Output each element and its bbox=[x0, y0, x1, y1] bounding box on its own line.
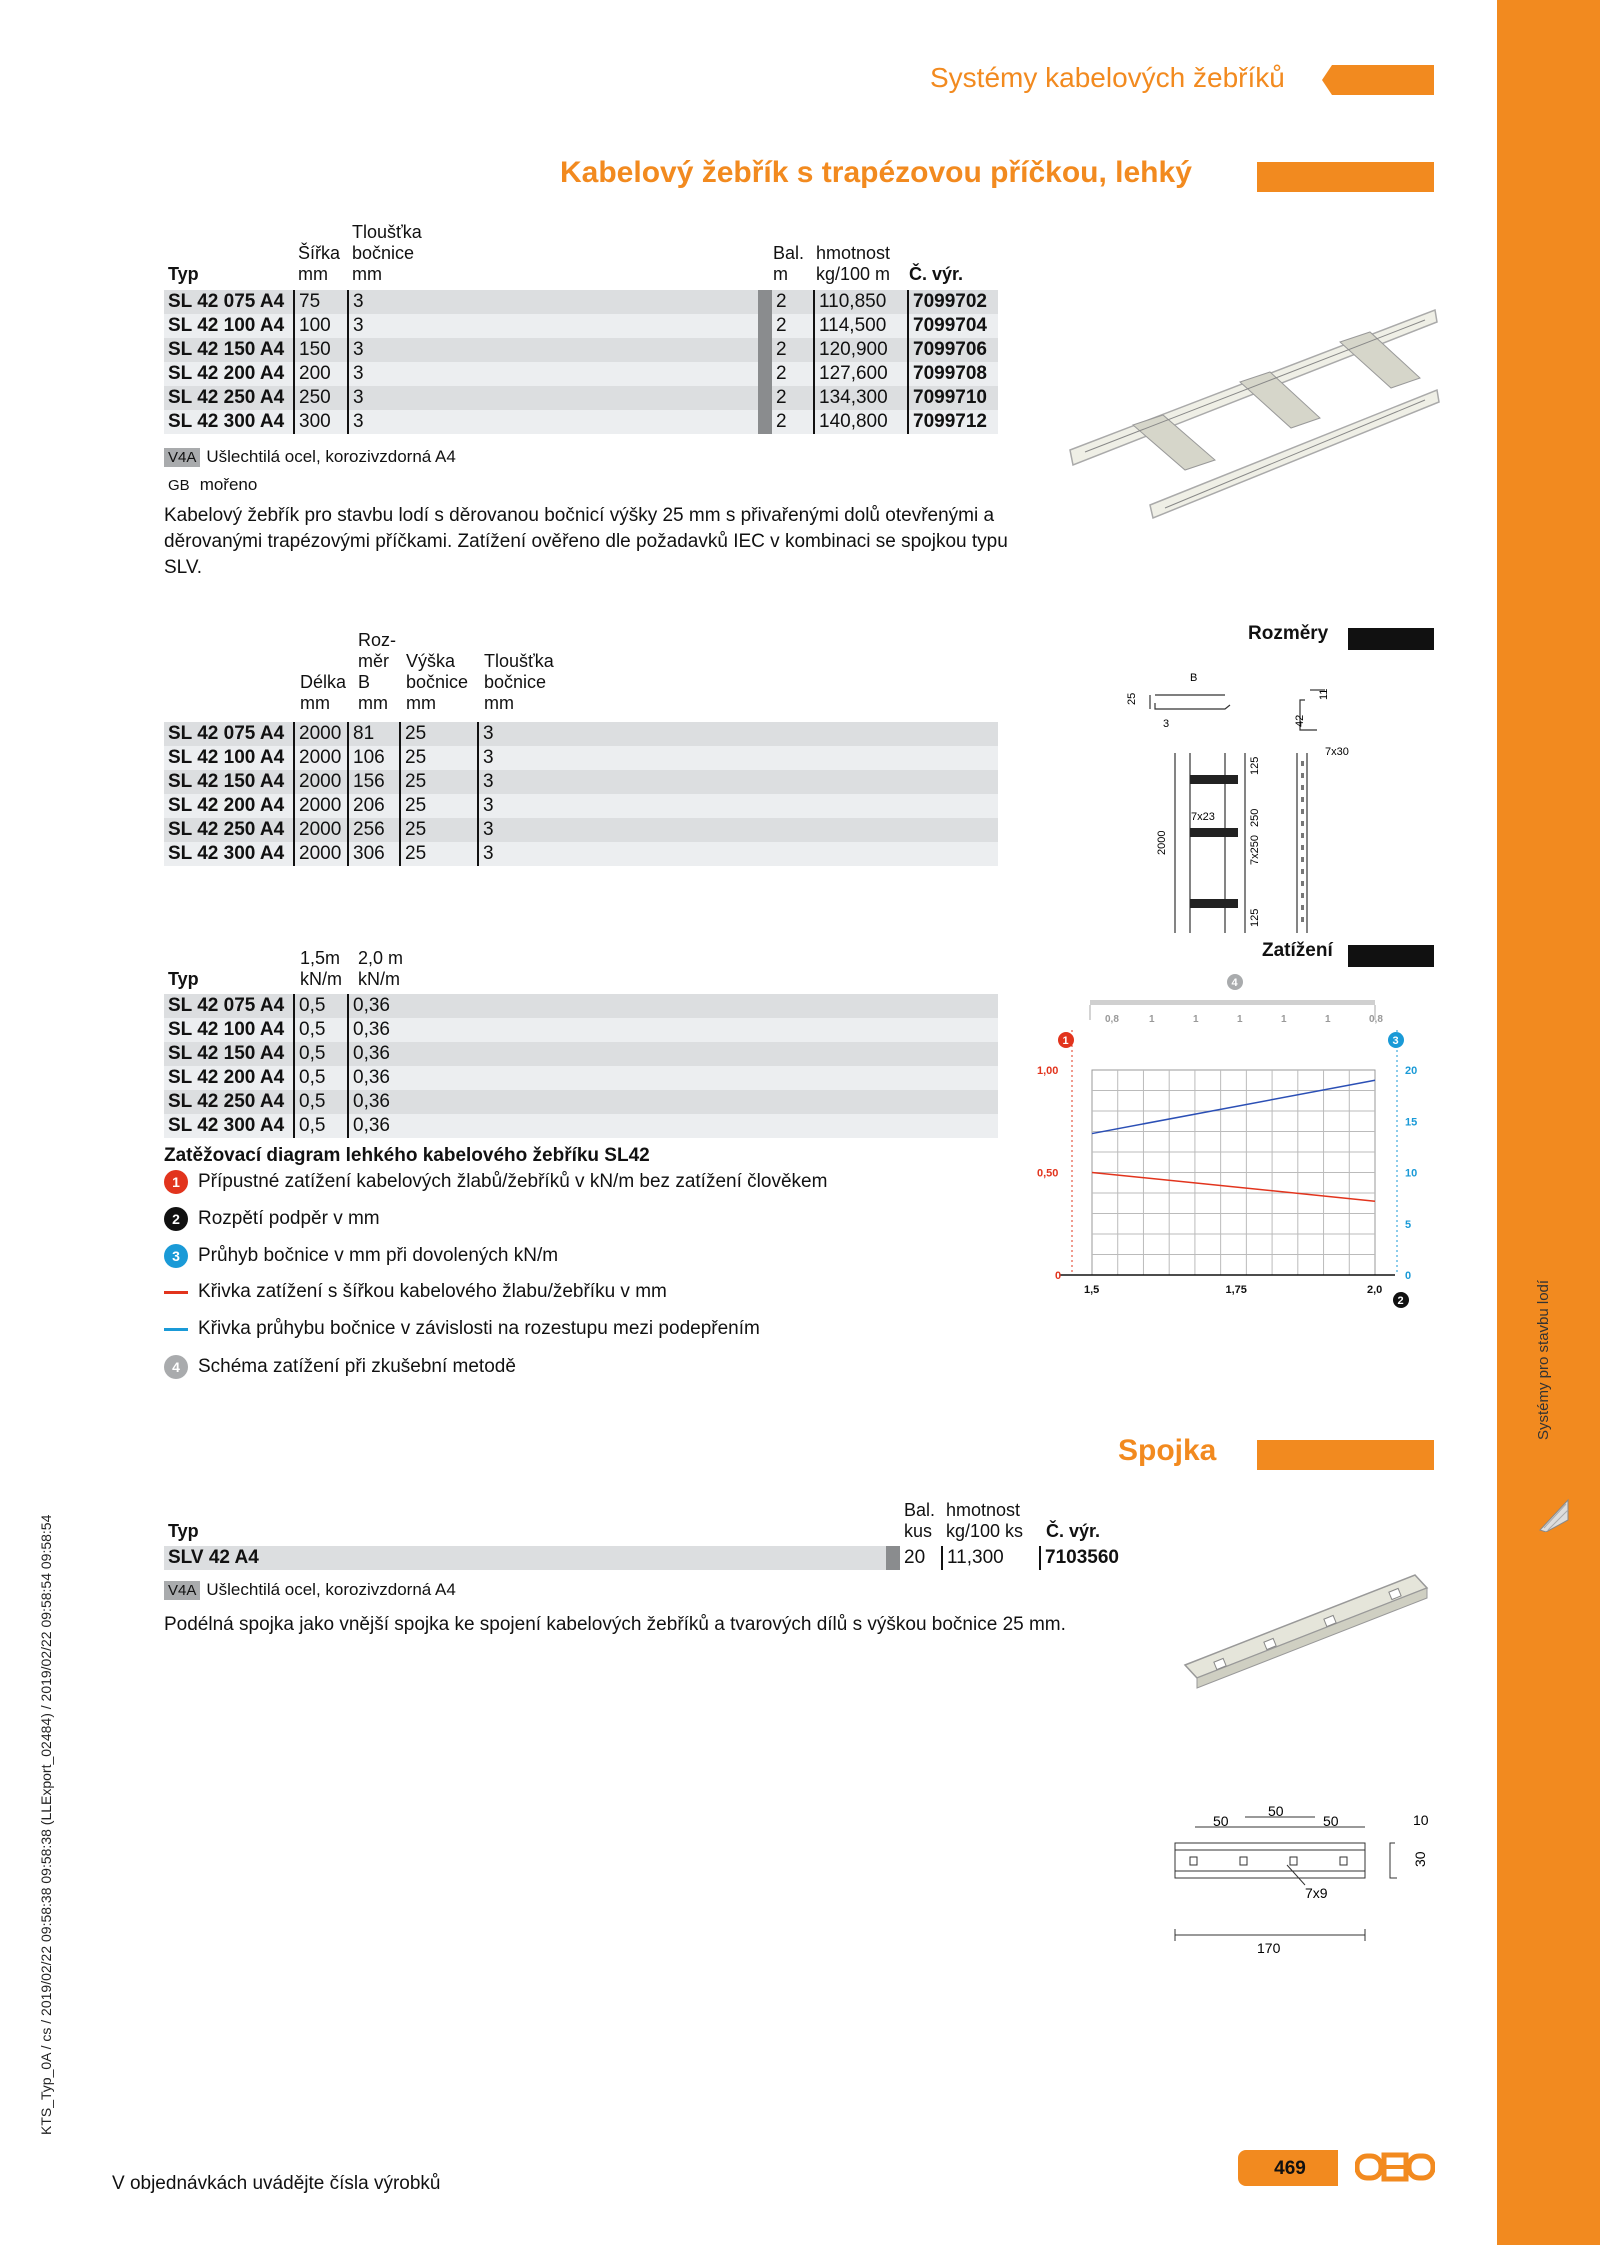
th-sirka: Šířka mm bbox=[298, 243, 341, 284]
y-right-tick: 0 bbox=[1405, 1270, 1412, 1282]
cell-c15: 0,5 bbox=[294, 994, 348, 1018]
dim-25: 25 bbox=[1126, 692, 1138, 705]
cell-b: 156 bbox=[348, 770, 400, 794]
x-tick: 1,75 bbox=[1225, 1284, 1247, 1296]
cell-c15: 0,5 bbox=[294, 1066, 348, 1090]
cell-sirka: 200 bbox=[294, 362, 348, 386]
cell-delka: 2000 bbox=[294, 842, 348, 866]
dim-slot: 7x23 bbox=[1191, 811, 1215, 823]
cell-c15: 0,5 bbox=[294, 1090, 348, 1114]
dim-coupler-170: 170 bbox=[1257, 1940, 1281, 1956]
cell-tloustka: 3 bbox=[478, 794, 998, 818]
load-scheme-value: 1 bbox=[1325, 1014, 1331, 1025]
table-row bbox=[164, 1042, 998, 1066]
cell-cvyr: 7099712 bbox=[908, 410, 998, 434]
load-beam bbox=[1090, 1000, 1375, 1005]
cell-divider bbox=[886, 1546, 900, 1570]
cell-typ: SL 42 300 A4 bbox=[164, 842, 294, 866]
table-row bbox=[164, 290, 998, 314]
cell-typ: SLV 42 A4 bbox=[164, 1546, 886, 1570]
th4-cvyr: Č. výr. bbox=[1046, 1521, 1101, 1541]
cell-c20: 0,36 bbox=[348, 994, 998, 1018]
th4-bal: Bal. kus bbox=[904, 1500, 936, 1541]
ladder-product-table bbox=[164, 290, 998, 434]
legend-item bbox=[164, 1281, 667, 1303]
legend-title: Zatěžovací diagram lehkého kabelového žebříku SL42 bbox=[164, 1145, 650, 1166]
dim-coupler-50c: 50 bbox=[1323, 1813, 1339, 1829]
cell-divider bbox=[758, 410, 772, 434]
cell-tloustka: 3 bbox=[348, 386, 758, 410]
cell-hmotnost: 114,500 bbox=[814, 314, 908, 338]
ladder-dimension-drawing bbox=[1115, 665, 1365, 945]
table-row bbox=[164, 386, 998, 410]
table-row bbox=[164, 1066, 998, 1090]
finish-row bbox=[164, 475, 257, 495]
cell-vyska: 25 bbox=[400, 794, 478, 818]
legend-text: Schéma zatížení při zkušební metodě bbox=[198, 1356, 516, 1377]
load-label: Zatížení bbox=[1262, 940, 1333, 961]
material-text: Ušlechtilá ocel, korozivzdorná A4 bbox=[206, 447, 456, 466]
th4-hmotnost: hmotnost kg/100 ks bbox=[946, 1500, 1024, 1541]
ladder-product-image bbox=[1065, 270, 1445, 520]
th4-typ: Typ bbox=[168, 1521, 199, 1541]
y-left-tick: 0 bbox=[1055, 1270, 1062, 1282]
table-row bbox=[164, 338, 998, 362]
coupler-product-table bbox=[164, 1546, 1132, 1570]
chart-marker-label: 3 bbox=[1392, 1035, 1399, 1047]
page-number: 469 bbox=[1274, 2158, 1306, 2179]
legend-text: Křivka zatížení s šířkou kabelového žlabu/žebříku v mm bbox=[198, 1281, 667, 1302]
y-right-tick: 15 bbox=[1405, 1116, 1418, 1129]
cell-b: 256 bbox=[348, 818, 400, 842]
cell-hmotnost: 140,800 bbox=[814, 410, 908, 434]
cell-tloustka: 3 bbox=[478, 818, 998, 842]
cell-typ: SL 42 250 A4 bbox=[164, 1090, 294, 1114]
legend-item bbox=[164, 1244, 558, 1268]
th-tloustka-2: bočnice mm bbox=[352, 243, 415, 284]
finish-text: mořeno bbox=[199, 475, 258, 494]
dim-2000: 2000 bbox=[1156, 830, 1168, 855]
table-row bbox=[164, 770, 998, 794]
cell-typ: SL 42 100 A4 bbox=[164, 1018, 294, 1042]
cell-divider bbox=[758, 314, 772, 338]
legend-text: Přípustné zatížení kabelových žlabů/žebříků v kN/m bez zatížení člověkem bbox=[198, 1171, 828, 1192]
coupler-material-tag: V4A bbox=[164, 1581, 200, 1600]
dim-3: 3 bbox=[1163, 718, 1170, 730]
material-row bbox=[164, 447, 456, 467]
dim-coupler-50a: 50 bbox=[1213, 1813, 1229, 1829]
cell-typ: SL 42 200 A4 bbox=[164, 794, 294, 818]
section-title-ladder: Kabelový žebřík s trapézovou příčkou, lehký bbox=[560, 156, 1192, 189]
th3-c15: 1,5m kN/m bbox=[300, 948, 342, 989]
cell-bal: 2 bbox=[772, 386, 814, 410]
ladder-description: Kabelový žebřík pro stavbu lodí s děrovanou bočnicí výšky 25 mm s přivařenými dolů otevřenými a děrovanými trapézovými příčkami. Zatížení ověřeno dle požadavků IEC v kombinaci se spojkou typu SLV. bbox=[164, 505, 1008, 578]
cell-delka: 2000 bbox=[294, 770, 348, 794]
th2-rozmer: Roz- měr B mm bbox=[358, 630, 397, 713]
document-meta: KTS_Typ_0A / cs / 2019/02/22 09:58:38 09:58:38 (LLExport_02484) / 2019/02/22 09:58:54 09:58:54 bbox=[38, 1514, 54, 2135]
cell-bal: 20 bbox=[900, 1546, 942, 1570]
table-row bbox=[164, 722, 998, 746]
th-tloustka: Tloušťka bbox=[352, 222, 422, 242]
section2-title-bar bbox=[1257, 1440, 1434, 1470]
material-tag: V4A bbox=[164, 448, 200, 467]
cell-typ: SL 42 075 A4 bbox=[164, 722, 294, 746]
cell-typ: SL 42 075 A4 bbox=[164, 994, 294, 1018]
load-scheme-value: 1 bbox=[1281, 1014, 1287, 1025]
cell-cvyr: 7103560 bbox=[1040, 1546, 1132, 1570]
coupler-description: Podélná spojka jako vnější spojka ke spojení kabelových žebříků a tvarových dílů s výškou bočnice 25 mm. bbox=[164, 1614, 1066, 1635]
cell-sirka: 250 bbox=[294, 386, 348, 410]
finish-tag: GB bbox=[168, 477, 190, 494]
legend-marker-3-icon: 3 bbox=[164, 1244, 188, 1268]
cell-vyska: 25 bbox=[400, 842, 478, 866]
cell-c15: 0,5 bbox=[294, 1114, 348, 1138]
th-bal: Bal. m bbox=[773, 243, 805, 284]
legend-marker-1-icon: 1 bbox=[164, 1170, 188, 1194]
cell-typ: SL 42 200 A4 bbox=[164, 1066, 294, 1090]
legend-marker-4-icon: 4 bbox=[164, 1355, 188, 1379]
cell-c20: 0,36 bbox=[348, 1042, 998, 1066]
cell-tloustka: 3 bbox=[478, 722, 998, 746]
dim-hole: 7x30 bbox=[1325, 746, 1349, 758]
cell-tloustka: 3 bbox=[478, 842, 998, 866]
y-right-tick: 10 bbox=[1405, 1167, 1418, 1180]
dim-125b: 125 bbox=[1249, 908, 1261, 927]
dim-125a: 125 bbox=[1249, 756, 1261, 775]
cell-sirka: 150 bbox=[294, 338, 348, 362]
section-title-bar bbox=[1257, 162, 1434, 192]
x-tick: 1,5 bbox=[1084, 1284, 1100, 1296]
cell-typ: SL 42 150 A4 bbox=[164, 770, 294, 794]
cell-cvyr: 7099704 bbox=[908, 314, 998, 338]
cell-bal: 2 bbox=[772, 410, 814, 434]
coupler-material-text: Ušlechtilá ocel, korozivzdorná A4 bbox=[206, 1580, 456, 1599]
legend-text: Křivka průhybu bočnice v závislosti na rozestupu mezi podepřením bbox=[198, 1318, 760, 1339]
x-tick: 2,0 bbox=[1367, 1284, 1383, 1296]
dim-250: 250 bbox=[1249, 808, 1261, 827]
cell-hmotnost: 134,300 bbox=[814, 386, 908, 410]
legend-text: Rozpětí podpěr v mm bbox=[198, 1208, 380, 1229]
cell-c20: 0,36 bbox=[348, 1018, 998, 1042]
cell-bal: 2 bbox=[772, 338, 814, 362]
load-scheme-value: 1 bbox=[1193, 1014, 1199, 1025]
obo-logo bbox=[1355, 2150, 1435, 2184]
legend-item bbox=[164, 1318, 760, 1340]
load-chart bbox=[1030, 970, 1430, 1330]
table-row bbox=[164, 994, 998, 1018]
table-row bbox=[164, 410, 998, 434]
footer-note: V objednávkách uvádějte čísla výrobků bbox=[112, 2173, 441, 2194]
table-row bbox=[164, 1114, 998, 1138]
cell-c15: 0,5 bbox=[294, 1018, 348, 1042]
legend-item bbox=[164, 1355, 516, 1379]
cell-typ: SL 42 150 A4 bbox=[164, 1042, 294, 1066]
dim-coupler-50b: 50 bbox=[1268, 1805, 1284, 1819]
cell-vyska: 25 bbox=[400, 770, 478, 794]
cell-divider bbox=[758, 362, 772, 386]
y-left-tick: 1,00 bbox=[1037, 1065, 1059, 1077]
coupler-dimension-drawing bbox=[1165, 1805, 1440, 1965]
table-row bbox=[164, 794, 998, 818]
coupler-material-row bbox=[164, 1580, 456, 1600]
table-row bbox=[164, 1018, 998, 1042]
cell-typ: SL 42 250 A4 bbox=[164, 818, 294, 842]
side-color-bar bbox=[1497, 0, 1600, 2245]
dim-11: 11 bbox=[1318, 688, 1330, 700]
cell-bal: 2 bbox=[772, 362, 814, 386]
cell-c15: 0,5 bbox=[294, 1042, 348, 1066]
cell-hmotnost: 110,850 bbox=[814, 290, 908, 314]
ladder-dimension-table bbox=[164, 722, 998, 866]
legend-line-icon bbox=[164, 1291, 188, 1294]
sidebar-label: Systémy pro stavbu lodí bbox=[1535, 1279, 1552, 1440]
legend-line-icon bbox=[164, 1328, 188, 1331]
cell-sirka: 75 bbox=[294, 290, 348, 314]
ship-deck-icon bbox=[1538, 1490, 1570, 1532]
dim-coupler-10: 10 bbox=[1413, 1812, 1429, 1828]
category-title: Systémy kabelových žebříků bbox=[930, 62, 1285, 93]
load-scheme-value: 0,8 bbox=[1105, 1014, 1119, 1025]
cell-vyska: 25 bbox=[400, 746, 478, 770]
legend-text: Průhyb bočnice v mm při dovolených kN/m bbox=[198, 1245, 559, 1266]
cell-typ: SL 42 250 A4 bbox=[164, 386, 294, 410]
cell-cvyr: 7099702 bbox=[908, 290, 998, 314]
y-right-tick: 20 bbox=[1405, 1065, 1418, 1077]
section-title-coupler: Spojka bbox=[1118, 1434, 1217, 1467]
th3-typ: Typ bbox=[168, 969, 199, 989]
cell-hmotnost: 11,300 bbox=[942, 1546, 1040, 1570]
th-hmotnost: hmotnost kg/100 m bbox=[816, 243, 891, 284]
category-tab-shape bbox=[1322, 63, 1434, 97]
cell-sirka: 100 bbox=[294, 314, 348, 338]
cell-hmotnost: 120,900 bbox=[814, 338, 908, 362]
cell-c20: 0,36 bbox=[348, 1066, 998, 1090]
cell-b: 81 bbox=[348, 722, 400, 746]
cell-tloustka: 3 bbox=[478, 770, 998, 794]
cell-vyska: 25 bbox=[400, 818, 478, 842]
cell-tloustka: 3 bbox=[348, 410, 758, 434]
load-bar bbox=[1348, 945, 1434, 967]
cell-typ: SL 42 150 A4 bbox=[164, 338, 294, 362]
cell-delka: 2000 bbox=[294, 794, 348, 818]
th2-delka: Délka mm bbox=[300, 672, 347, 713]
dim-coupler-30: 30 bbox=[1412, 1851, 1428, 1867]
table-row bbox=[164, 818, 998, 842]
cell-vyska: 25 bbox=[400, 722, 478, 746]
cell-c20: 0,36 bbox=[348, 1090, 998, 1114]
cell-typ: SL 42 100 A4 bbox=[164, 746, 294, 770]
cell-cvyr: 7099706 bbox=[908, 338, 998, 362]
th2-tloustka: Tloušťka bočnice mm bbox=[484, 651, 554, 713]
cell-divider bbox=[758, 338, 772, 362]
table-row bbox=[164, 1546, 1132, 1570]
cell-b: 106 bbox=[348, 746, 400, 770]
legend-item bbox=[164, 1170, 827, 1194]
table-row bbox=[164, 314, 998, 338]
cell-tloustka: 3 bbox=[478, 746, 998, 770]
legend-item bbox=[164, 1207, 380, 1231]
cell-delka: 2000 bbox=[294, 818, 348, 842]
coupler-product-image bbox=[1175, 1570, 1435, 1690]
load-table bbox=[164, 994, 998, 1138]
cell-bal: 2 bbox=[772, 290, 814, 314]
cell-typ: SL 42 300 A4 bbox=[164, 410, 294, 434]
dim-7x250: 7x250 bbox=[1249, 835, 1261, 865]
cell-tloustka: 3 bbox=[348, 338, 758, 362]
dimensions-bar bbox=[1348, 628, 1434, 650]
chart-marker-label: 4 bbox=[1231, 977, 1238, 989]
load-scheme-value: 1 bbox=[1149, 1014, 1155, 1025]
load-scheme-value: 0,8 bbox=[1369, 1014, 1383, 1025]
cell-b: 206 bbox=[348, 794, 400, 818]
th2-vyska: Výška bočnice mm bbox=[406, 651, 469, 713]
y-left-tick: 0,50 bbox=[1037, 1167, 1059, 1180]
y-right-tick: 5 bbox=[1405, 1218, 1412, 1231]
cell-bal: 2 bbox=[772, 314, 814, 338]
cell-hmotnost: 127,600 bbox=[814, 362, 908, 386]
dim-42: 42 bbox=[1294, 714, 1306, 727]
cell-divider bbox=[758, 290, 772, 314]
table-row bbox=[164, 1090, 998, 1114]
table-row bbox=[164, 362, 998, 386]
cell-divider bbox=[758, 386, 772, 410]
dim-coupler-hole: 7x9 bbox=[1305, 1885, 1328, 1901]
cell-delka: 2000 bbox=[294, 722, 348, 746]
cell-typ: SL 42 100 A4 bbox=[164, 314, 294, 338]
cell-typ: SL 42 200 A4 bbox=[164, 362, 294, 386]
th-cvyr: Č. výr. bbox=[909, 264, 964, 284]
dimensions-label: Rozměry bbox=[1248, 623, 1329, 644]
cell-b: 306 bbox=[348, 842, 400, 866]
table-row bbox=[164, 842, 998, 866]
cell-cvyr: 7099708 bbox=[908, 362, 998, 386]
cell-cvyr: 7099710 bbox=[908, 386, 998, 410]
cell-sirka: 300 bbox=[294, 410, 348, 434]
chart-marker-label: 1 bbox=[1062, 1035, 1069, 1047]
th3-c20: 2,0 m kN/m bbox=[358, 948, 404, 989]
cell-typ: SL 42 075 A4 bbox=[164, 290, 294, 314]
cell-tloustka: 3 bbox=[348, 314, 758, 338]
cell-tloustka: 3 bbox=[348, 290, 758, 314]
cell-c20: 0,36 bbox=[348, 1114, 998, 1138]
cell-delka: 2000 bbox=[294, 746, 348, 770]
cell-typ: SL 42 300 A4 bbox=[164, 1114, 294, 1138]
cell-tloustka: 3 bbox=[348, 362, 758, 386]
dim-b: B bbox=[1190, 672, 1198, 684]
table-row bbox=[164, 746, 998, 770]
th-typ: Typ bbox=[168, 264, 199, 284]
legend-marker-2-icon: 2 bbox=[164, 1207, 188, 1231]
chart-marker-label: 2 bbox=[1397, 1295, 1404, 1307]
load-scheme-value: 1 bbox=[1237, 1014, 1243, 1025]
